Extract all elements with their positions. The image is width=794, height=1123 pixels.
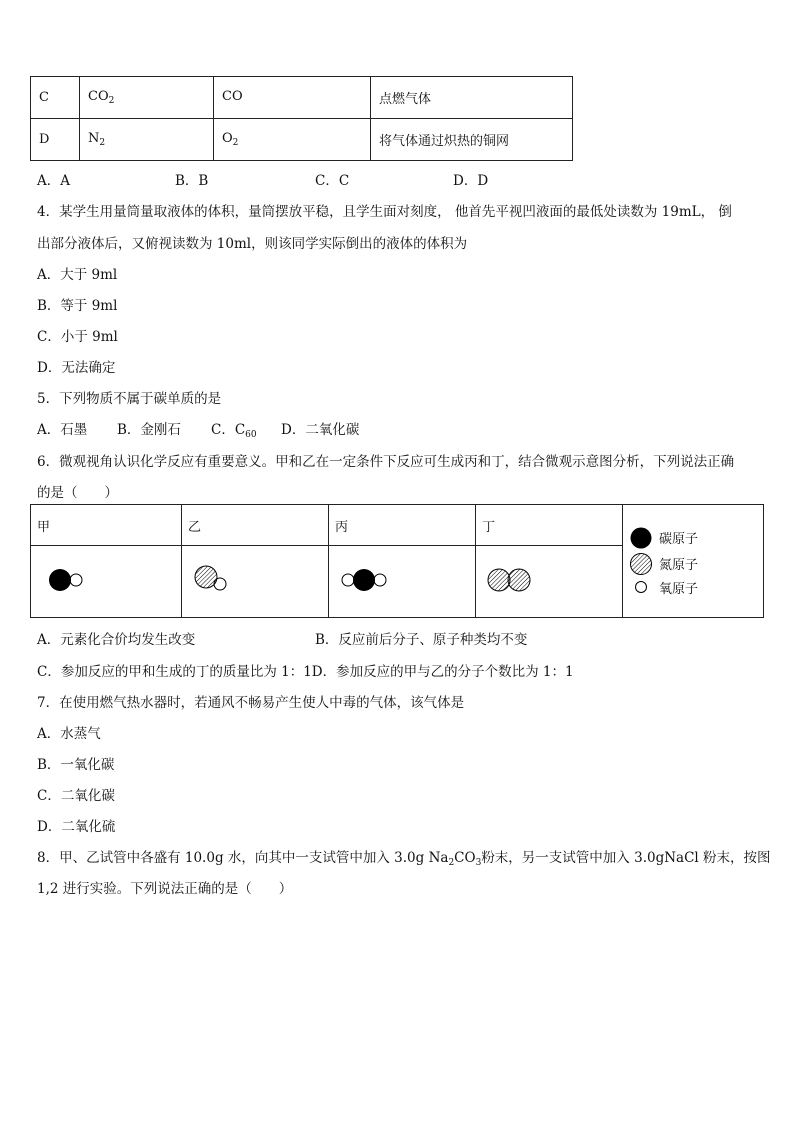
q8-stem-line2: 1,2 进行实验。下列说法正确的是（ ）: [37, 881, 293, 897]
header-bing: 丙: [329, 505, 476, 546]
row-label: D: [31, 119, 80, 161]
no-molecule-icon: [188, 560, 248, 600]
option: A．石墨: [37, 422, 88, 438]
legend-carbon: 碳原子: [629, 526, 757, 550]
option: B．B: [175, 173, 209, 189]
option: B．金刚石: [117, 422, 181, 438]
impurity-cell: $O_2$: [214, 119, 371, 161]
molecule-bing-cell: [329, 546, 476, 618]
q6-options-cd: C．参加反应的甲和生成的丁的质量比为 1：1D．参加反应的甲与乙的分子个数比为 1：1: [37, 664, 574, 680]
option: A．元素化合价均发生改变: [37, 632, 196, 648]
q6-options-ab: [37, 628, 527, 648]
option: D．二氧化碳: [281, 422, 360, 438]
option: B．反应前后分子、原子种类均不变: [315, 632, 528, 648]
q6-stem-line2: 的是（ ）: [37, 485, 118, 501]
gas-cell: $N_2$: [80, 119, 214, 161]
impurity-cell: CO: [214, 77, 371, 119]
row-label: C: [31, 77, 80, 119]
legend: [629, 526, 757, 597]
q3-options: [37, 169, 488, 189]
q4-option: A．大于 9ml: [37, 267, 118, 283]
q7-option: C．二氧化碳: [37, 788, 115, 804]
molecule-jia-cell: [31, 546, 182, 618]
q7-option: A．水蒸气: [37, 726, 101, 742]
q8-stem-line1: 8．甲、乙试管中各盛有 10.0g 水，向其中一支试管中加入 3.0g $Na_2CO_3$粉末，另一支试管中加入 3.0gNaCl 粉末，按图: [37, 850, 771, 868]
q6-stem-line1: 6．微观视角认识化学反应有重要意义。甲和乙在一定条件下反应可生成丙和丁，结合微观示意图分析，下列说法正确: [37, 454, 735, 470]
molecule-ding-cell: [476, 546, 623, 618]
options-table: [30, 76, 573, 161]
q4-option: B．等于 9ml: [37, 298, 118, 314]
option: C．C: [315, 173, 350, 189]
table-row: [31, 119, 573, 161]
q4-stem-line2: 出部分液体后，又俯视读数为 10ml，则该同学实际倒出的液体的体积为: [37, 236, 468, 252]
q5-options: [37, 418, 359, 440]
option: D．D: [453, 173, 489, 189]
molecule-yi-cell: [182, 546, 329, 618]
co2-molecule-icon: [335, 560, 405, 600]
method-cell: 点燃气体: [371, 77, 573, 119]
header-ding: 丁: [476, 505, 623, 546]
legend-nitrogen: 氮原子: [629, 552, 757, 576]
nitrogen-atom-icon: [629, 552, 653, 576]
option: C．$C_{60}$: [211, 422, 257, 440]
oxygen-atom-icon: [629, 578, 653, 596]
q4-option: D．无法确定: [37, 360, 116, 376]
method-cell: 将气体通过炽热的铜网: [371, 119, 573, 161]
q7-option: D．二氧化硫: [37, 819, 116, 835]
co-molecule-icon: [37, 560, 97, 600]
table-row: [31, 77, 573, 119]
q4-stem-line1: 4．某学生用量筒量取液体的体积，量筒摆放平稳，且学生面对刻度， 他首先平视凹液面的最低处读数为 19mL， 倒: [37, 204, 732, 220]
q7-option: B．一氧化碳: [37, 757, 115, 773]
legend-cell: [623, 505, 764, 618]
carbon-atom-icon: [629, 526, 653, 550]
q4-option: C．小于 9ml: [37, 329, 118, 345]
q7-stem: 7．在使用燃气热水器时，若通风不畅易产生使人中毒的气体，该气体是: [37, 695, 465, 711]
table-row: [31, 505, 764, 546]
gas-cell: $CO_2$: [80, 77, 214, 119]
molecule-diagram-table: [30, 504, 764, 618]
q5-stem: 5．下列物质不属于碳单质的是: [37, 391, 222, 407]
header-yi: 乙: [182, 505, 329, 546]
option: A．A: [37, 173, 70, 189]
legend-oxygen: 氧原子: [629, 578, 757, 597]
header-jia: 甲: [31, 505, 182, 546]
n2-molecule-icon: [482, 560, 552, 600]
